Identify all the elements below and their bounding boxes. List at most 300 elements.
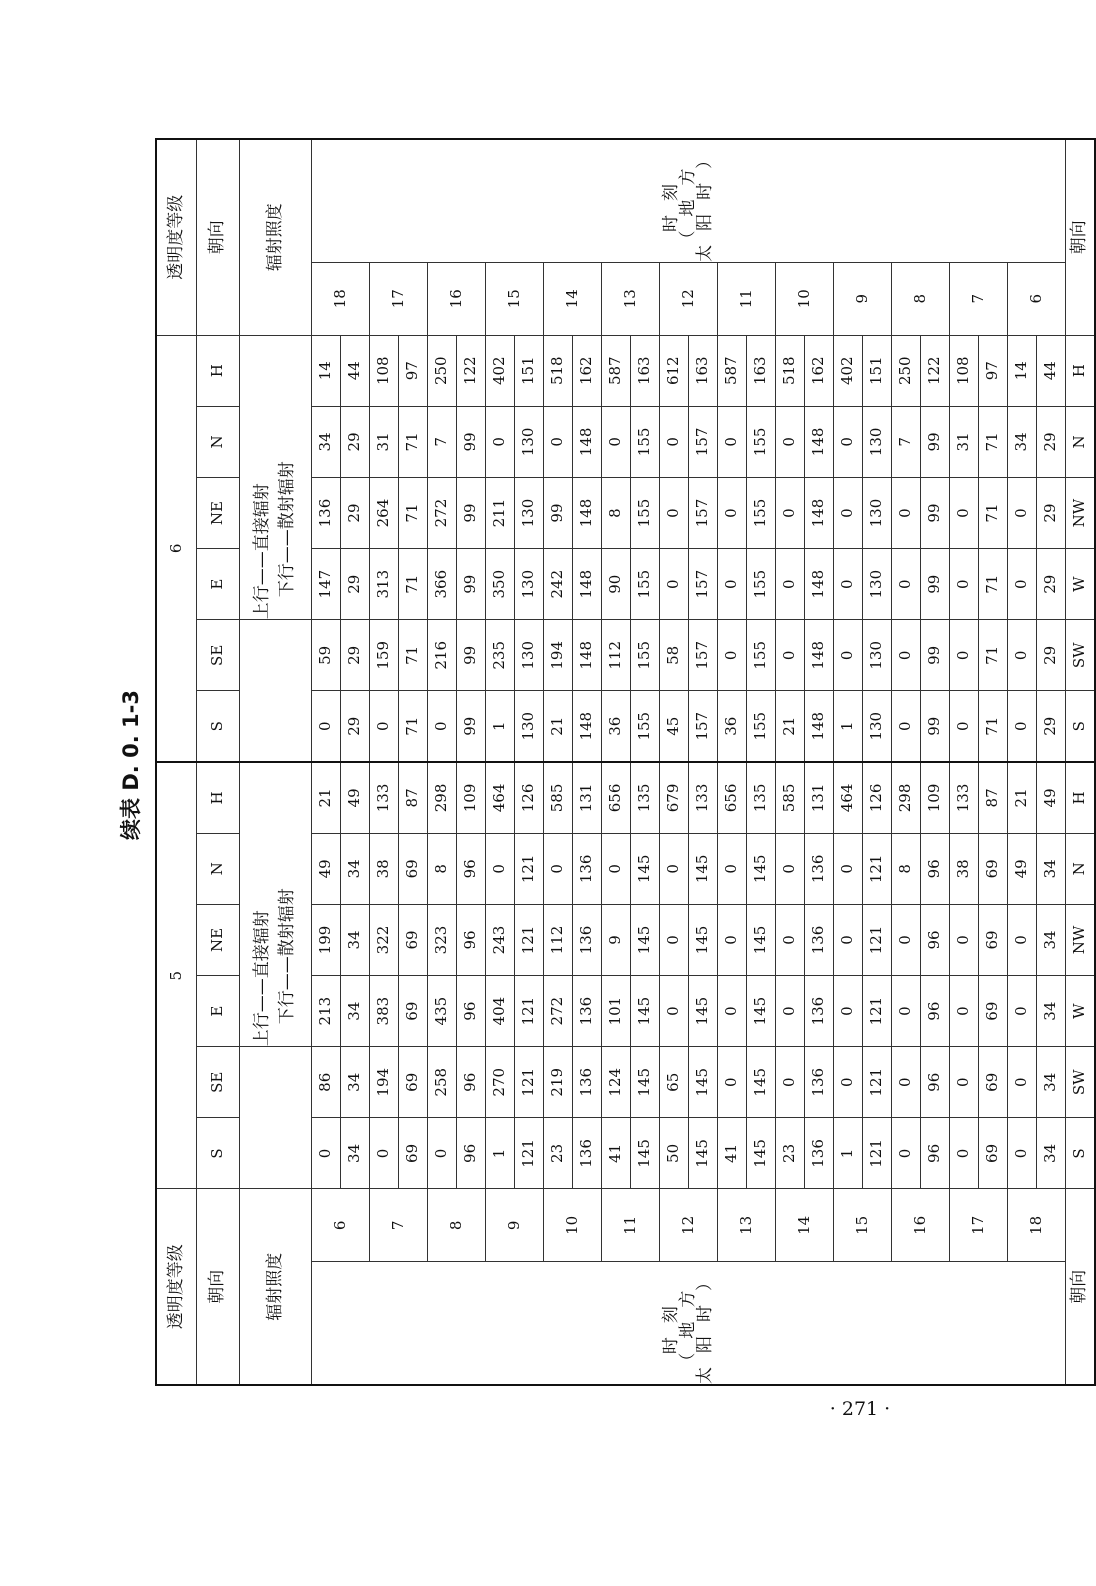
col-header-left-n: N — [196, 833, 239, 904]
value-cell: 136 — [804, 1047, 833, 1118]
value-cell: 96 — [920, 976, 949, 1047]
value-cell: 99 — [543, 477, 572, 548]
value-cell: 41 — [717, 1118, 746, 1189]
col-header-left-se: SE — [196, 1047, 239, 1118]
value-cell: 36 — [717, 691, 746, 762]
value-cell: 322 — [369, 904, 398, 975]
value-cell: 243 — [485, 904, 514, 975]
value-cell: 0 — [833, 549, 862, 620]
hour-right: 11 — [717, 262, 775, 335]
value-cell: 121 — [862, 904, 891, 975]
value-cell: 0 — [717, 833, 746, 904]
value-cell: 90 — [601, 549, 630, 620]
value-cell: 130 — [862, 406, 891, 477]
value-cell: 199 — [311, 904, 340, 975]
value-cell: 23 — [775, 1118, 804, 1189]
value-cell: 71 — [398, 691, 427, 762]
value-cell: 69 — [978, 1047, 1007, 1118]
value-cell: 155 — [630, 406, 659, 477]
value-cell: 159 — [369, 620, 398, 691]
value-cell: 272 — [427, 477, 456, 548]
value-cell: 0 — [1007, 620, 1036, 691]
table-caption — [105, 690, 155, 840]
value-cell: 435 — [427, 976, 456, 1047]
value-cell: 130 — [514, 620, 543, 691]
value-cell: 148 — [804, 477, 833, 548]
value-cell: 323 — [427, 904, 456, 975]
value-cell: 0 — [775, 1047, 804, 1118]
value-cell: 0 — [949, 620, 978, 691]
col-footer-left-nw: NW — [1065, 904, 1095, 975]
value-cell: 0 — [833, 620, 862, 691]
value-cell: 71 — [398, 620, 427, 691]
value-cell: 679 — [659, 762, 688, 833]
col-header-right-ne: NE — [196, 477, 239, 548]
value-cell: 270 — [485, 1047, 514, 1118]
value-cell: 0 — [717, 976, 746, 1047]
hour-left: 15 — [833, 1189, 891, 1262]
value-cell: 109 — [456, 762, 485, 833]
value-cell: 163 — [630, 335, 659, 406]
value-cell: 0 — [369, 1118, 398, 1189]
orientation-footer-right: 朝向 — [1065, 139, 1095, 335]
col-footer-left-w: W — [1065, 976, 1095, 1047]
value-cell: 313 — [369, 549, 398, 620]
legend-direct: 上行——直接辐射 — [251, 910, 272, 1047]
value-cell: 136 — [572, 833, 601, 904]
value-cell: 121 — [514, 833, 543, 904]
value-cell: 0 — [775, 904, 804, 975]
value-cell: 145 — [688, 976, 717, 1047]
col-footer-left-s: S — [1065, 1118, 1095, 1189]
hour-right: 13 — [601, 262, 659, 335]
legend-right — [239, 335, 311, 620]
value-cell: 0 — [949, 549, 978, 620]
value-cell: 7 — [427, 406, 456, 477]
value-cell: 194 — [543, 620, 572, 691]
value-cell: 250 — [427, 335, 456, 406]
value-cell: 86 — [311, 1047, 340, 1118]
value-cell: 21 — [775, 691, 804, 762]
value-cell: 69 — [978, 904, 1007, 975]
value-cell: 99 — [920, 549, 949, 620]
value-cell: 0 — [543, 406, 572, 477]
value-cell: 148 — [572, 549, 601, 620]
value-cell: 133 — [688, 762, 717, 833]
value-cell: 133 — [369, 762, 398, 833]
hour-right: 7 — [949, 262, 1007, 335]
value-cell: 148 — [804, 620, 833, 691]
orientation-header-right: 朝向 — [196, 139, 239, 335]
value-cell: 145 — [746, 976, 775, 1047]
hour-right: 8 — [891, 262, 949, 335]
hour-left: 11 — [601, 1189, 659, 1262]
hour-left: 10 — [543, 1189, 601, 1262]
value-cell: 45 — [659, 691, 688, 762]
value-cell: 69 — [978, 833, 1007, 904]
value-cell: 7 — [891, 406, 920, 477]
value-cell: 130 — [862, 691, 891, 762]
value-cell: 1 — [833, 1118, 862, 1189]
value-cell: 148 — [804, 406, 833, 477]
value-cell: 87 — [398, 762, 427, 833]
value-cell: 0 — [891, 1047, 920, 1118]
value-cell: 136 — [804, 833, 833, 904]
value-cell: 0 — [833, 1047, 862, 1118]
table-caption-text: 续表 D. 0. 1-3 — [119, 690, 143, 840]
value-cell: 264 — [369, 477, 398, 548]
value-cell: 136 — [572, 1047, 601, 1118]
value-cell: 155 — [746, 549, 775, 620]
value-cell: 108 — [949, 335, 978, 406]
value-cell: 99 — [456, 691, 485, 762]
value-cell: 34 — [311, 406, 340, 477]
col-header-left-e: E — [196, 976, 239, 1047]
value-cell: 96 — [456, 1047, 485, 1118]
value-cell: 0 — [949, 477, 978, 548]
value-cell: 0 — [833, 833, 862, 904]
value-cell: 0 — [775, 549, 804, 620]
hour-right: 6 — [1007, 262, 1065, 335]
table-row — [949, 139, 978, 1385]
value-cell: 96 — [456, 904, 485, 975]
value-cell: 99 — [456, 620, 485, 691]
value-cell: 135 — [746, 762, 775, 833]
legend-spacer-left — [239, 1047, 311, 1189]
value-cell: 96 — [920, 904, 949, 975]
value-cell: 157 — [688, 620, 717, 691]
value-cell: 213 — [311, 976, 340, 1047]
hour-left: 18 — [1007, 1189, 1065, 1262]
hour-left: 12 — [659, 1189, 717, 1262]
value-cell: 145 — [746, 1047, 775, 1118]
value-cell: 155 — [746, 691, 775, 762]
value-cell: 0 — [833, 976, 862, 1047]
value-cell: 99 — [456, 406, 485, 477]
value-cell: 0 — [1007, 1118, 1036, 1189]
table-row — [717, 139, 746, 1385]
value-cell: 71 — [978, 549, 1007, 620]
value-cell: 34 — [340, 1047, 369, 1118]
value-cell: 34 — [1036, 904, 1065, 975]
value-cell: 96 — [920, 1118, 949, 1189]
value-cell: 69 — [398, 833, 427, 904]
value-cell: 0 — [485, 833, 514, 904]
value-cell: 0 — [891, 1118, 920, 1189]
value-cell: 404 — [485, 976, 514, 1047]
value-cell: 242 — [543, 549, 572, 620]
table-row — [659, 139, 688, 1385]
value-cell: 656 — [717, 762, 746, 833]
value-cell: 96 — [456, 833, 485, 904]
value-cell: 34 — [340, 976, 369, 1047]
value-cell: 163 — [746, 335, 775, 406]
value-cell: 99 — [920, 691, 949, 762]
value-cell: 96 — [920, 833, 949, 904]
value-cell: 0 — [717, 1047, 746, 1118]
orientation-header: 朝向 — [196, 1189, 239, 1385]
value-cell: 130 — [514, 477, 543, 548]
value-cell: 145 — [688, 1047, 717, 1118]
value-cell: 0 — [891, 620, 920, 691]
value-cell: 34 — [340, 1118, 369, 1189]
value-cell: 34 — [1036, 833, 1065, 904]
col-header-left-ne: NE — [196, 904, 239, 975]
value-cell: 0 — [775, 477, 804, 548]
value-cell: 157 — [688, 549, 717, 620]
level-6-header: 6 — [156, 335, 196, 762]
value-cell: 518 — [775, 335, 804, 406]
value-cell: 0 — [717, 549, 746, 620]
value-cell: 109 — [920, 762, 949, 833]
value-cell: 131 — [572, 762, 601, 833]
table-row — [601, 139, 630, 1385]
col-footer-left-sw: SW — [1065, 1047, 1095, 1118]
value-cell: 130 — [514, 549, 543, 620]
value-cell: 157 — [688, 406, 717, 477]
value-cell: 136 — [311, 477, 340, 548]
value-cell: 34 — [340, 904, 369, 975]
value-cell: 14 — [311, 335, 340, 406]
table-row — [369, 139, 398, 1385]
value-cell: 464 — [833, 762, 862, 833]
value-cell: 0 — [775, 620, 804, 691]
value-cell: 29 — [340, 691, 369, 762]
value-cell: 155 — [630, 477, 659, 548]
value-cell: 0 — [717, 477, 746, 548]
value-cell: 0 — [1007, 549, 1036, 620]
value-cell: 402 — [833, 335, 862, 406]
value-cell: 121 — [862, 1047, 891, 1118]
value-cell: 0 — [1007, 976, 1036, 1047]
value-cell: 0 — [775, 833, 804, 904]
value-cell: 71 — [398, 549, 427, 620]
value-cell: 99 — [456, 549, 485, 620]
value-cell: 136 — [804, 904, 833, 975]
hour-right: 16 — [427, 262, 485, 335]
value-cell: 0 — [601, 833, 630, 904]
value-cell: 0 — [833, 477, 862, 548]
value-cell: 157 — [688, 477, 717, 548]
value-cell: 298 — [891, 762, 920, 833]
value-cell: 71 — [398, 406, 427, 477]
value-cell: 0 — [949, 976, 978, 1047]
col-header-right-h: H — [196, 335, 239, 406]
value-cell: 216 — [427, 620, 456, 691]
value-cell: 155 — [746, 406, 775, 477]
value-cell: 49 — [1036, 762, 1065, 833]
col-footer-right-s: S — [1065, 691, 1095, 762]
hour-right: 12 — [659, 262, 717, 335]
value-cell: 0 — [1007, 477, 1036, 548]
col-header-right-se: SE — [196, 620, 239, 691]
legend-diffuse: 下行——散射辐射 — [277, 888, 297, 1025]
value-cell: 29 — [1036, 691, 1065, 762]
col-header-right-e: E — [196, 549, 239, 620]
value-cell: 38 — [949, 833, 978, 904]
value-cell: 34 — [1036, 1118, 1065, 1189]
value-cell: 8 — [601, 477, 630, 548]
value-cell: 29 — [340, 406, 369, 477]
value-cell: 21 — [543, 691, 572, 762]
value-cell: 0 — [427, 1118, 456, 1189]
value-cell: 136 — [572, 904, 601, 975]
col-footer-left-n: N — [1065, 833, 1095, 904]
col-header-right-s: S — [196, 691, 239, 762]
value-cell: 656 — [601, 762, 630, 833]
value-cell: 148 — [572, 691, 601, 762]
value-cell: 350 — [485, 549, 514, 620]
legend-direct: 上行——直接辐射 — [251, 483, 272, 620]
value-cell: 151 — [862, 335, 891, 406]
value-cell: 126 — [862, 762, 891, 833]
value-cell: 145 — [746, 1118, 775, 1189]
col-footer-right-w: W — [1065, 549, 1095, 620]
col-footer-right-n: N — [1065, 406, 1095, 477]
value-cell: 1 — [485, 1118, 514, 1189]
value-cell: 145 — [688, 1118, 717, 1189]
value-cell: 69 — [978, 976, 1007, 1047]
table-row — [891, 139, 920, 1385]
value-cell: 0 — [949, 1118, 978, 1189]
value-cell: 133 — [949, 762, 978, 833]
orientation-footer: 朝向 — [1065, 1189, 1095, 1385]
value-cell: 148 — [804, 549, 833, 620]
value-cell: 130 — [862, 477, 891, 548]
value-cell: 31 — [369, 406, 398, 477]
value-cell: 121 — [862, 1118, 891, 1189]
value-cell: 0 — [659, 406, 688, 477]
value-cell: 151 — [514, 335, 543, 406]
value-cell: 97 — [398, 335, 427, 406]
value-cell: 34 — [1036, 1047, 1065, 1118]
value-cell: 99 — [920, 477, 949, 548]
value-cell: 136 — [572, 976, 601, 1047]
value-cell: 122 — [456, 335, 485, 406]
value-cell: 122 — [920, 335, 949, 406]
value-cell: 1 — [833, 691, 862, 762]
value-cell: 402 — [485, 335, 514, 406]
value-cell: 29 — [1036, 406, 1065, 477]
value-cell: 0 — [1007, 1047, 1036, 1118]
value-cell: 0 — [833, 904, 862, 975]
value-cell: 121 — [514, 1118, 543, 1189]
value-cell: 87 — [978, 762, 1007, 833]
value-cell: 34 — [340, 833, 369, 904]
value-cell: 130 — [514, 691, 543, 762]
value-cell: 29 — [1036, 477, 1065, 548]
value-cell: 96 — [456, 976, 485, 1047]
value-cell: 518 — [543, 335, 572, 406]
value-cell: 126 — [514, 762, 543, 833]
value-cell: 69 — [398, 976, 427, 1047]
value-cell: 34 — [1007, 406, 1036, 477]
value-cell: 0 — [311, 1118, 340, 1189]
value-cell: 0 — [775, 976, 804, 1047]
value-cell: 71 — [978, 620, 1007, 691]
value-cell: 44 — [1036, 335, 1065, 406]
value-cell: 0 — [659, 477, 688, 548]
value-cell: 145 — [688, 904, 717, 975]
value-cell: 155 — [630, 620, 659, 691]
col-header-left-h: H — [196, 762, 239, 833]
value-cell: 464 — [485, 762, 514, 833]
value-cell: 49 — [311, 833, 340, 904]
value-cell: 29 — [1036, 620, 1065, 691]
value-cell: 0 — [717, 904, 746, 975]
value-cell: 0 — [949, 691, 978, 762]
value-cell: 0 — [659, 833, 688, 904]
value-cell: 211 — [485, 477, 514, 548]
col-header-right-n: N — [196, 406, 239, 477]
value-cell: 49 — [340, 762, 369, 833]
value-cell: 29 — [340, 477, 369, 548]
value-cell: 366 — [427, 549, 456, 620]
value-cell: 121 — [514, 904, 543, 975]
value-cell: 29 — [1036, 549, 1065, 620]
value-cell: 8 — [427, 833, 456, 904]
table-row — [1007, 139, 1036, 1385]
transparency-level-header: 透明度等级 — [156, 1189, 196, 1385]
value-cell: 0 — [1007, 904, 1036, 975]
col-header-left-s: S — [196, 1118, 239, 1189]
value-cell: 148 — [572, 406, 601, 477]
value-cell: 0 — [311, 691, 340, 762]
value-cell: 162 — [572, 335, 601, 406]
value-cell: 130 — [862, 549, 891, 620]
hour-left: 7 — [369, 1189, 427, 1262]
value-cell: 69 — [398, 1118, 427, 1189]
value-cell: 34 — [1036, 976, 1065, 1047]
value-cell: 121 — [514, 1047, 543, 1118]
value-cell: 162 — [804, 335, 833, 406]
table-row — [543, 139, 572, 1385]
value-cell: 8 — [891, 833, 920, 904]
value-cell: 0 — [775, 406, 804, 477]
value-cell: 585 — [775, 762, 804, 833]
value-cell: 44 — [340, 335, 369, 406]
value-cell: 99 — [456, 477, 485, 548]
value-cell: 250 — [891, 335, 920, 406]
legend-left — [239, 762, 311, 1047]
table-row — [485, 139, 514, 1385]
value-cell: 155 — [630, 691, 659, 762]
value-cell: 147 — [311, 549, 340, 620]
col-footer-left-h: H — [1065, 762, 1095, 833]
value-cell: 112 — [601, 620, 630, 691]
hour-right: 17 — [369, 262, 427, 335]
hour-right: 9 — [833, 262, 891, 335]
value-cell: 148 — [572, 620, 601, 691]
value-cell: 258 — [427, 1047, 456, 1118]
value-cell: 21 — [1007, 762, 1036, 833]
value-cell: 69 — [978, 1118, 1007, 1189]
page-number: · 271 · — [829, 1398, 891, 1420]
value-cell: 587 — [601, 335, 630, 406]
value-cell: 23 — [543, 1118, 572, 1189]
col-footer-right-nw: NW — [1065, 477, 1095, 548]
value-cell: 96 — [920, 1047, 949, 1118]
value-cell: 145 — [630, 1118, 659, 1189]
value-cell: 71 — [978, 406, 1007, 477]
value-cell: 155 — [746, 477, 775, 548]
value-cell: 0 — [427, 691, 456, 762]
value-cell: 0 — [717, 620, 746, 691]
value-cell: 145 — [630, 904, 659, 975]
table-row — [833, 139, 862, 1385]
hour-left: 8 — [427, 1189, 485, 1262]
value-cell: 29 — [340, 620, 369, 691]
